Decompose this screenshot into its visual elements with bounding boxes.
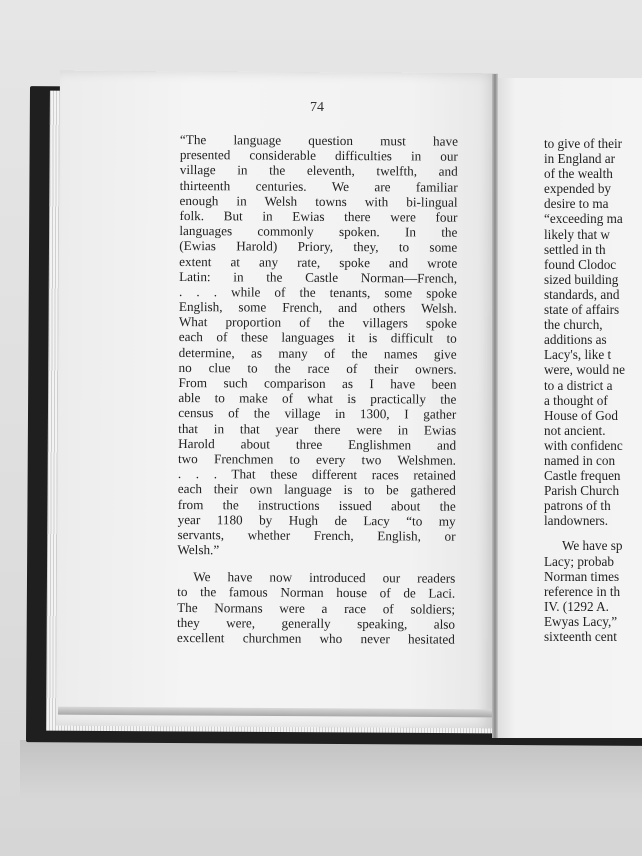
text-line: to the famous Norman house of de Laci.	[177, 584, 456, 602]
text-line: census of the village in 1300, I gather	[178, 405, 457, 423]
text-line: of the wealth	[544, 166, 613, 182]
text-line: “exceeding ma	[544, 211, 623, 227]
text-line: a thought of	[544, 392, 608, 408]
page-number: 74	[310, 100, 324, 115]
text-line: The Normans were a race of soldiers;	[177, 599, 456, 617]
text-line: . . . That these different races retained	[177, 466, 456, 483]
text-line: found Clodoc	[544, 256, 617, 272]
text-line: each of these languages it is difficult to	[178, 329, 457, 347]
text-line: in England ar	[544, 151, 616, 167]
text-line: reference in th	[544, 583, 621, 599]
text-line: extent at any rate, spoke and wrote	[179, 253, 458, 271]
text-line: settled in th	[544, 241, 606, 257]
text-line: expended by	[544, 181, 612, 197]
text-line: two Frenchmen to every two Welshmen.	[177, 450, 457, 468]
text-line: with confidenc	[544, 437, 623, 453]
text-line: What proportion of the villagers spoke	[178, 314, 457, 331]
text-line: they were, generally speaking, also	[176, 614, 456, 632]
text-line: able to make of what is practically the	[178, 390, 457, 407]
text-line: landowners.	[544, 513, 609, 529]
text-line: We have sp	[562, 538, 623, 554]
text-line: sixteenth cent	[544, 629, 617, 644]
right-page-text	[544, 136, 642, 644]
text-line: each their own language is to be gathered	[177, 481, 456, 499]
text-line: standards, and	[544, 286, 620, 302]
text-line: presented considerable difficulties in our	[179, 147, 458, 164]
left-page-text	[177, 132, 458, 647]
text-line: patrons of th	[544, 498, 611, 514]
text-line: languages commonly spoken. In the	[179, 223, 458, 240]
text-line: Norman times	[544, 568, 620, 584]
text-line: folk. But in Ewias there were four	[179, 207, 458, 225]
text-line: not ancient.	[544, 422, 606, 438]
text-line: additions as	[544, 332, 607, 348]
text-line: Latin: in the Castle Norman—French,	[179, 268, 458, 286]
text-line: determine, as many of the names give	[178, 344, 457, 362]
text-line: (Ewias Harold) Priory, they, to some	[179, 238, 458, 256]
text-line: Harold about three Englishmen and	[178, 435, 457, 453]
text-line: village in the eleventh, twelfth, and	[179, 162, 458, 180]
text-line: Lacy's, like t	[544, 347, 612, 363]
text-line: We have now introduced our readers	[193, 569, 456, 586]
text-line: year 1180 by Hugh de Lacy “to my	[177, 511, 456, 529]
text-line: to a district a	[544, 377, 613, 393]
text-line: . . . while of the tenants, some spoke	[178, 283, 458, 301]
text-line: Parish Church	[544, 483, 620, 499]
text-line: to give of their	[544, 136, 623, 151]
text-line: that in that year there were in Ewias	[178, 420, 457, 438]
text-line: Lacy; probab	[544, 553, 614, 569]
text-line: IV. (1292 A.	[544, 598, 609, 614]
text-line: House of God	[544, 407, 618, 423]
text-line: enough in Welsh towns with bi-lingual	[179, 192, 458, 210]
text-line: thirteenth centuries. We are familiar	[179, 177, 458, 195]
text-line: from the instructions issued about the	[177, 496, 456, 514]
text-line: sized building	[544, 271, 619, 287]
text-line: Castle frequen	[544, 468, 621, 484]
text-line: the church,	[544, 317, 603, 333]
text-line: “The language question must have	[179, 132, 458, 149]
text-line: excellent churchmen who never hesitated	[176, 629, 455, 647]
text-line: servants, whether French, English, or	[177, 526, 456, 544]
text-line: state of affairs	[544, 302, 620, 318]
text-line: were, would ne	[544, 362, 625, 378]
text-line: Ewyas Lacy,”	[544, 613, 618, 629]
paragraph-gap	[544, 528, 642, 538]
text-line: no clue to the race of their owners.	[178, 359, 457, 377]
text-line: From such comparison as I have been	[178, 374, 457, 392]
book-gutter	[492, 74, 498, 738]
text-line: named in con	[544, 452, 616, 468]
text-line: Welsh.”	[177, 542, 220, 558]
text-line: English, some French, and others Welsh.	[178, 299, 457, 316]
table-shadow	[20, 740, 642, 800]
text-line: desire to ma	[544, 196, 609, 212]
text-line: likely that w	[544, 226, 610, 242]
